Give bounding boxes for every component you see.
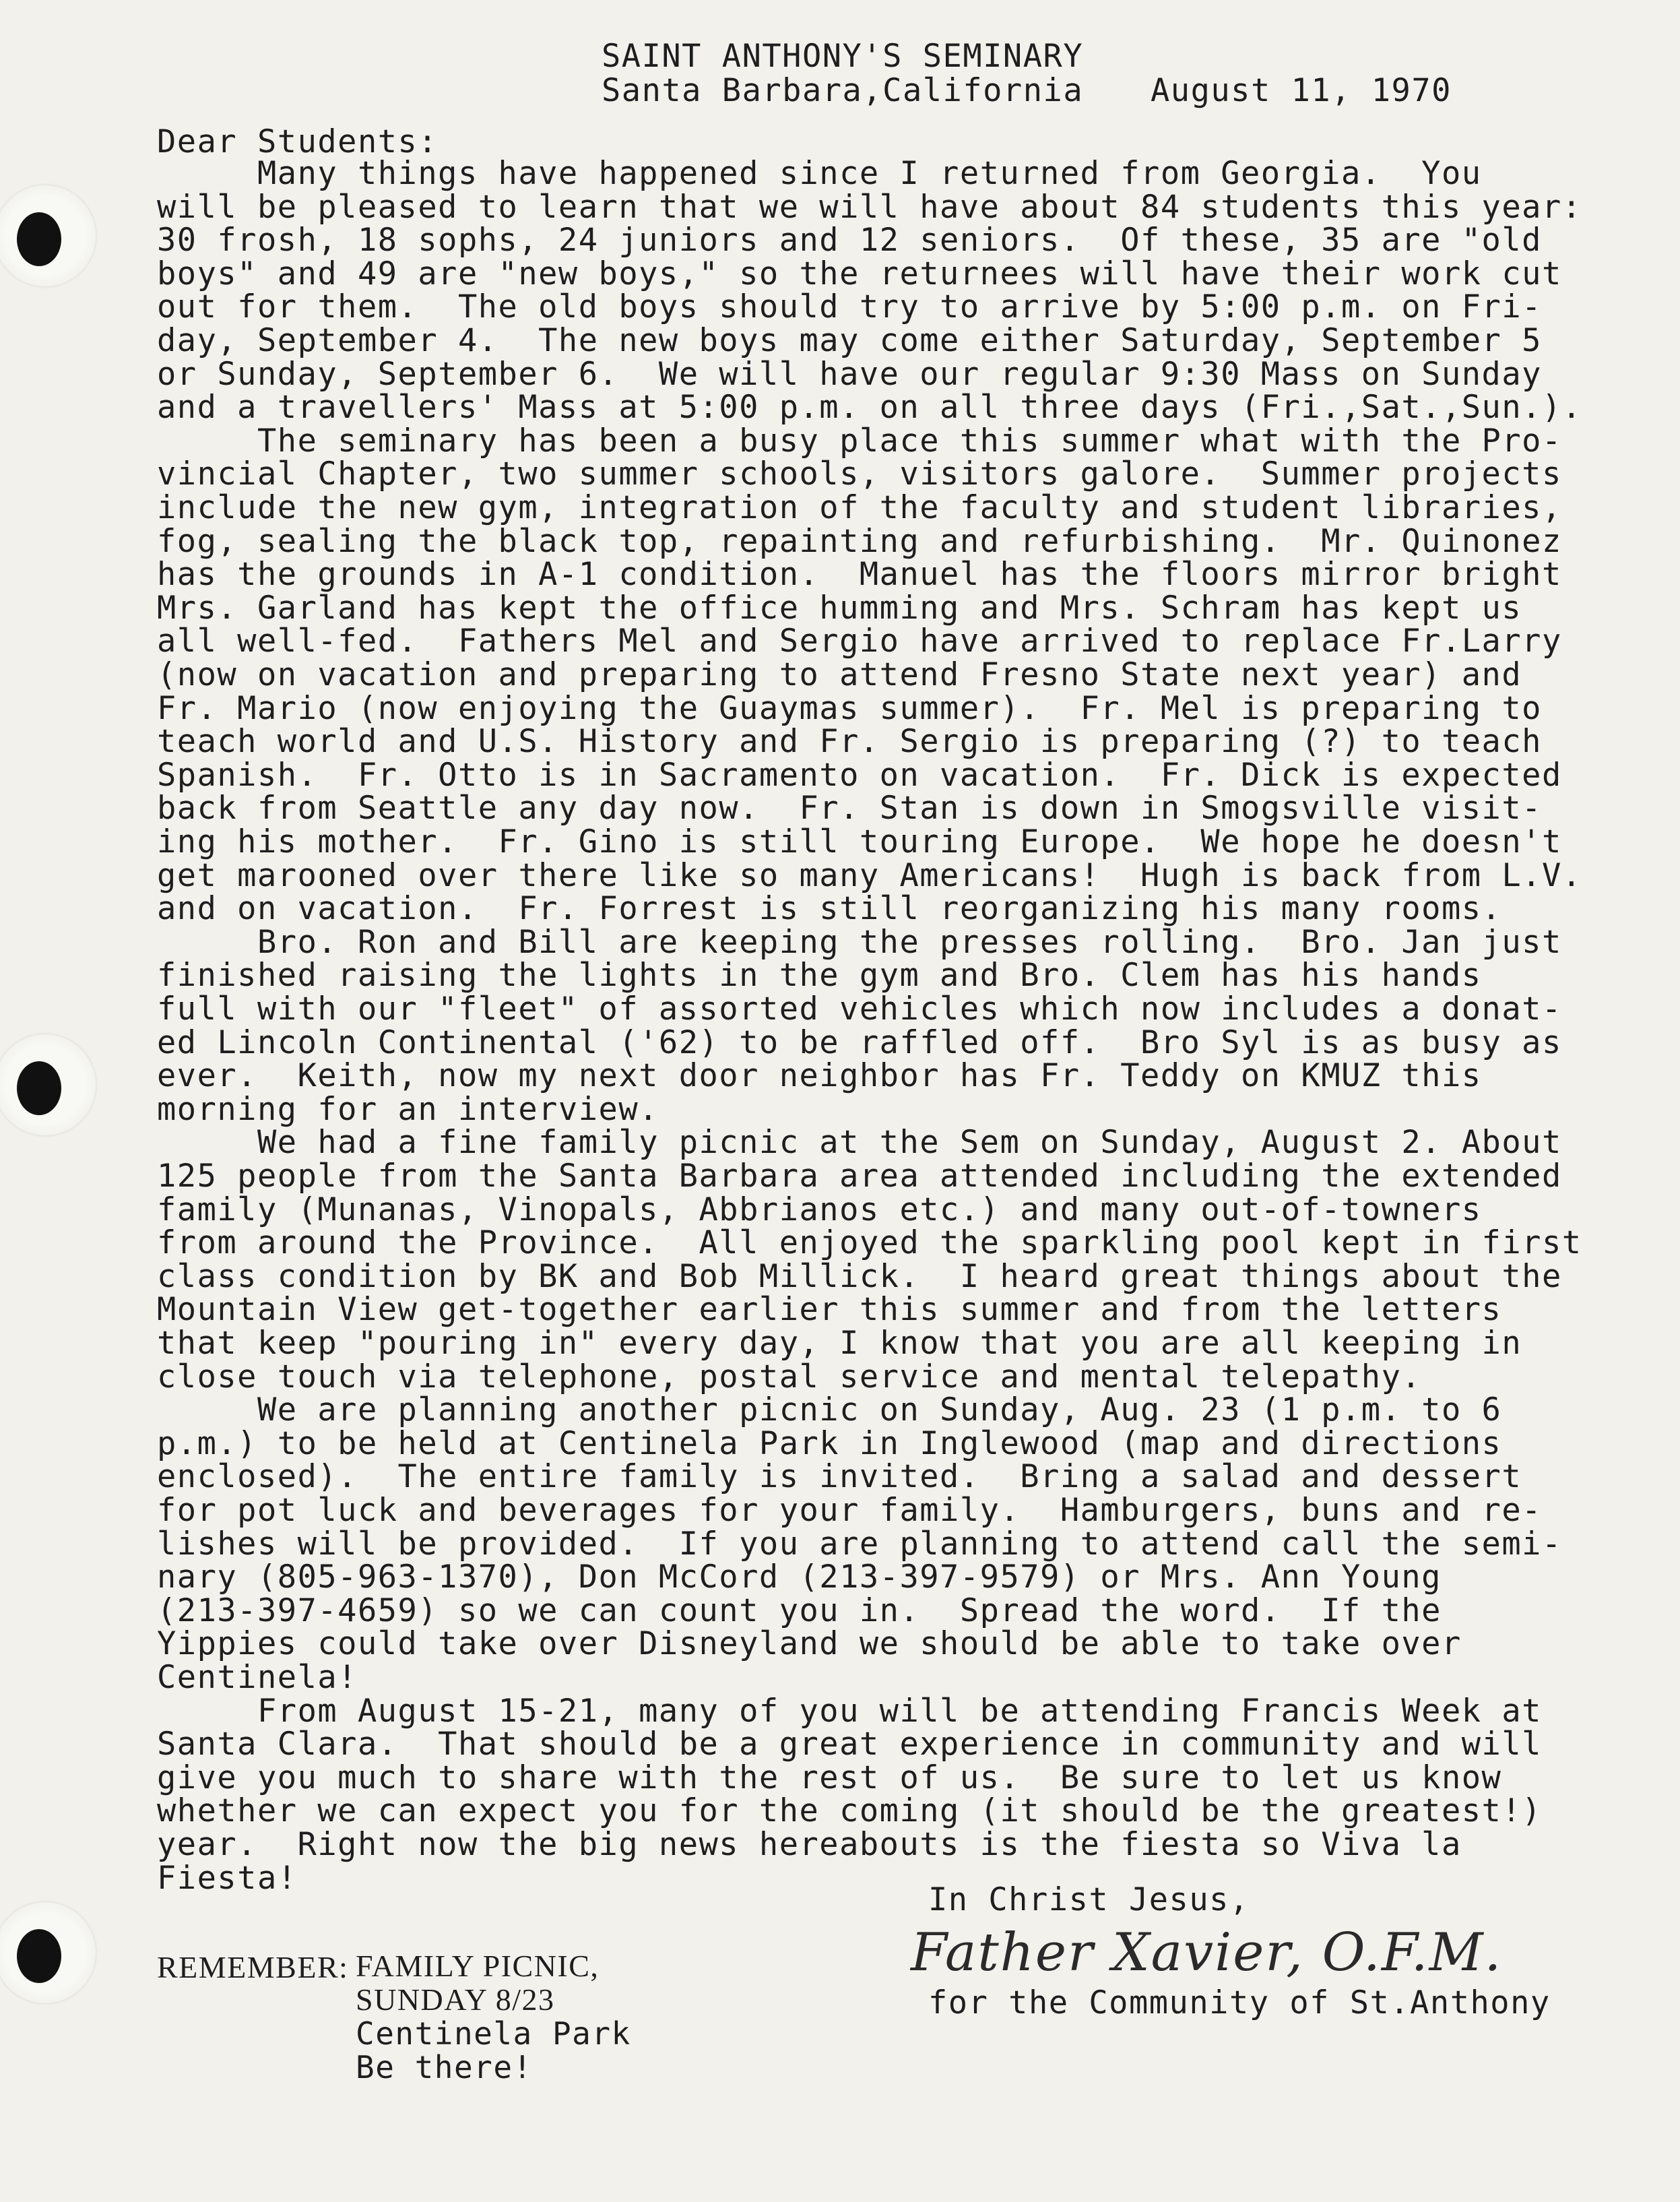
body-line: The seminary has been a busy place this summer what with the Pro- xyxy=(157,422,1562,460)
body-line: Santa Clara. That should be a great experience in community and will xyxy=(157,1726,1542,1763)
body-line: Mountain View get-together earlier this summer and from the letters xyxy=(157,1291,1502,1329)
binder-hole-bottom xyxy=(0,1902,96,2003)
body-line: out for them. The old boys should try to arrive by 5:00 p.m. on Fri- xyxy=(157,288,1542,326)
reminder-line: Be there! xyxy=(356,2049,533,2085)
body-line: back from Seattle any day now. Fr. Stan is down in Smogsville visit- xyxy=(157,790,1542,827)
body-line: ever. Keith, now my next door neighbor has Fr. Teddy on KMUZ this xyxy=(157,1057,1482,1095)
body-line: nary (805-963-1370), Don McCord (213-397-9579) or Mrs. Ann Young xyxy=(157,1559,1442,1596)
letterhead-title: SAINT ANTHONY'S SEMINARY xyxy=(602,38,1084,75)
body-line: ing his mother. Fr. Gino is still touring Europe. We hope he doesn't xyxy=(157,823,1562,860)
body-line: morning for an interview. xyxy=(157,1090,659,1128)
body-line: fog, sealing the black top, repainting and refurbishing. Mr. Quinonez xyxy=(157,522,1562,560)
body-line: give you much to share with the rest of us. Be sure to let us know xyxy=(157,1759,1502,1796)
reminder-line: SUNDAY 8/23 xyxy=(356,1982,555,2017)
body-line: ed Lincoln Continental ('62) to be raffled off. Bro Syl is as busy as xyxy=(157,1024,1562,1061)
body-line: Many things have happened since I returned from Georgia. You xyxy=(157,155,1482,192)
body-line: enclosed). The entire family is invited. Bring a salad and dessert xyxy=(157,1458,1522,1496)
body-line: close touch via telephone, postal service and mental telepathy. xyxy=(157,1358,1422,1395)
reminder-line: FAMILY PICNIC, xyxy=(356,1949,600,1983)
body-line: Spanish. Fr. Otto is in Sacramento on vacation. Fr. Dick is expected xyxy=(157,756,1562,794)
body-line: (now on vacation and preparing to attend Fresno State next year) and xyxy=(157,656,1522,693)
body-line: boys" and 49 are "new boys," so the returnees will have their work cut xyxy=(157,255,1562,292)
body-line: Fiesta! xyxy=(157,1859,298,1897)
binder-hole-middle xyxy=(0,1034,96,1135)
body-line: whether we can expect you for the coming (it should be the greatest!) xyxy=(157,1792,1542,1830)
body-line: year. Right now the big news hereabouts is the fiesta so Viva la xyxy=(157,1826,1462,1863)
body-line: From August 15-21, many of you will be attending Francis Week at xyxy=(157,1692,1542,1730)
body-line: Fr. Mario (now enjoying the Guaymas summer). Fr. Mel is preparing to xyxy=(157,689,1542,727)
body-line: Mrs. Garland has kept the office humming and Mrs. Schram has kept us xyxy=(157,589,1522,627)
body-line: teach world and U.S. History and Fr. Sergio is preparing (?) to teach xyxy=(157,723,1542,761)
body-line: We are planning another picnic on Sunday, Aug. 23 (1 p.m. to 6 xyxy=(157,1391,1502,1429)
body-line: include the new gym, integration of the faculty and student libraries, xyxy=(157,489,1562,526)
body-line: and a travellers' Mass at 5:00 p.m. on all three days (Fri.,Sat.,Sun.). xyxy=(157,389,1582,427)
reminder-block xyxy=(356,1949,631,2084)
body-line: family (Munanas, Vinopals, Abbrianos etc.) and many out-of-towners xyxy=(157,1191,1482,1228)
body-line: that keep "pouring in" every day, I know that you are all keeping in xyxy=(157,1325,1522,1362)
body-line: 125 people from the Santa Barbara area attended including the extended xyxy=(157,1158,1562,1195)
letter-body xyxy=(157,155,1625,1897)
body-line: from around the Province. All enjoyed the sparkling pool kept in first xyxy=(157,1224,1582,1262)
body-line: finished raising the lights in the gym and Bro. Clem has his hands xyxy=(157,957,1482,995)
body-line: (213-397-4659) so we can count you in. Spread the word. If the xyxy=(157,1592,1442,1629)
body-line: p.m.) to be held at Centinela Park in Inglewood (map and directions xyxy=(157,1424,1502,1462)
body-line: class condition by BK and Bob Millick. I heard great things about the xyxy=(157,1257,1562,1295)
body-line: We had a fine family picnic at the Sem on Sunday, August 2. About xyxy=(157,1124,1562,1162)
body-line: Bro. Ron and Bill are keeping the presses rolling. Bro. Jan just xyxy=(157,923,1562,961)
reminder-line: Centinela Park xyxy=(356,2015,631,2052)
body-line: or Sunday, September 6. We will have our regular 9:30 Mass on Sunday xyxy=(157,355,1542,393)
body-line: for pot luck and beverages for your family. Hamburgers, buns and re- xyxy=(157,1492,1542,1529)
body-line: will be pleased to learn that we will have about 84 students this year: xyxy=(157,188,1582,226)
body-line: 30 frosh, 18 sophs, 24 juniors and 12 seniors. Of these, 35 are "old xyxy=(157,222,1542,259)
body-line: Yippies could take over Disneyland we should be able to take over xyxy=(157,1625,1462,1663)
binder-hole-top xyxy=(0,185,96,286)
body-line: lishes will be provided. If you are planning to attend call the semi- xyxy=(157,1525,1562,1563)
body-line: vincial Chapter, two summer schools, visitors galore. Summer projects xyxy=(157,455,1562,493)
body-line: and on vacation. Fr. Forrest is still reorganizing his many rooms. xyxy=(157,890,1502,928)
signature: Father Xavier, O.F.M. xyxy=(911,1922,1503,1983)
reminder-label: REMEMBER: xyxy=(157,1950,349,1984)
letterhead-location: Santa Barbara,California xyxy=(602,72,1084,109)
body-line: all well-fed. Fathers Mel and Sergio have arrived to replace Fr.Larry xyxy=(157,623,1562,660)
greeting: Dear Students: xyxy=(157,123,439,160)
letter-date: August 11, 1970 xyxy=(1151,72,1452,109)
closing-salutation: In Christ Jesus, xyxy=(928,1881,1250,1918)
body-line: Centinela! xyxy=(157,1659,358,1696)
body-line: get marooned over there like so many Americans! Hugh is back from L.V. xyxy=(157,856,1582,894)
closing-community: for the Community of St.Anthony xyxy=(928,1984,1551,2021)
body-line: full with our "fleet" of assorted vehicles which now includes a donat- xyxy=(157,990,1562,1028)
body-line: has the grounds in A-1 condition. Manuel has the floors mirror bright xyxy=(157,556,1562,594)
body-line: day, September 4. The new boys may come either Saturday, September 5 xyxy=(157,322,1542,359)
